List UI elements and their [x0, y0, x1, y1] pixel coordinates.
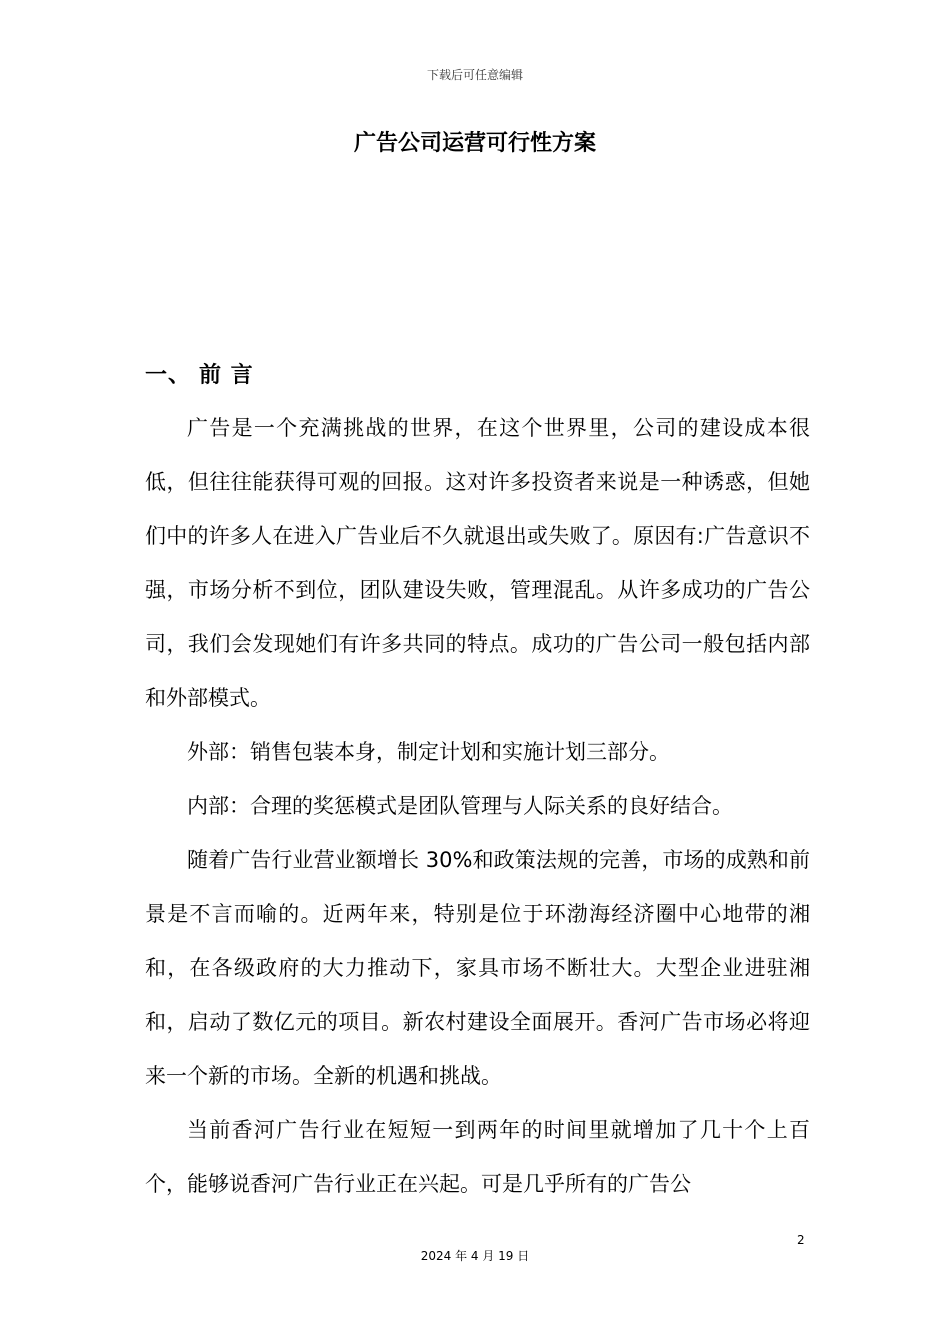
page-number: 2 [797, 1233, 805, 1247]
paragraph-intro: 广告是一个充满挑战的世界，在这个世界里，公司的建设成本很低，但往往能获得可观的回报。这对许多投资者来说是一种诱惑，但她们中的许多人在进入广告业后不久就退出或失败了。原因有:广告意识不强，市场分析不到位，团队建设失败，管理混乱。从许多成功的广告公司，我们会发现她们有许多共同的特点。成功的广告公司一般包括内部和外部模式。 [145, 416, 810, 710]
paragraph-industry: 当前香河广告行业在短短一到两年的时间里就增加了几十个上百个，能够说香河广告行业正在兴起。可是几乎所有的广告公 [145, 1118, 810, 1196]
document-title: 广告公司运营可行性方案 [353, 131, 596, 156]
section-heading [145, 358, 254, 389]
section-body [145, 401, 810, 1211]
header-note: 下载后可任意编辑 [426, 68, 523, 82]
page-date: 2024 年 4 月 19 日 [420, 1249, 530, 1263]
section-title: 前 言 [199, 363, 254, 388]
paragraph-market: 随着广告行业营业额增长 30%和政策法规的完善，市场的成熟和前景是不言而喻的。近两年来，特别是位于环渤海经济圈中心地带的湘和，在各级政府的大力推动下，家具市场不断壮大。大型企业进驻湘和，启动了数亿元的项目。新农村建设全面展开。香河广告市场必将迎来一个新的市场。全新的机遇和挑战。 [145, 848, 810, 1088]
section-number: 一、 [145, 363, 192, 388]
paragraph-external: 外部：销售包装本身，制定计划和实施计划三部分。 [187, 740, 670, 764]
paragraph-internal: 内部：合理的奖惩模式是团队管理与人际关系的良好结合。 [187, 794, 733, 818]
